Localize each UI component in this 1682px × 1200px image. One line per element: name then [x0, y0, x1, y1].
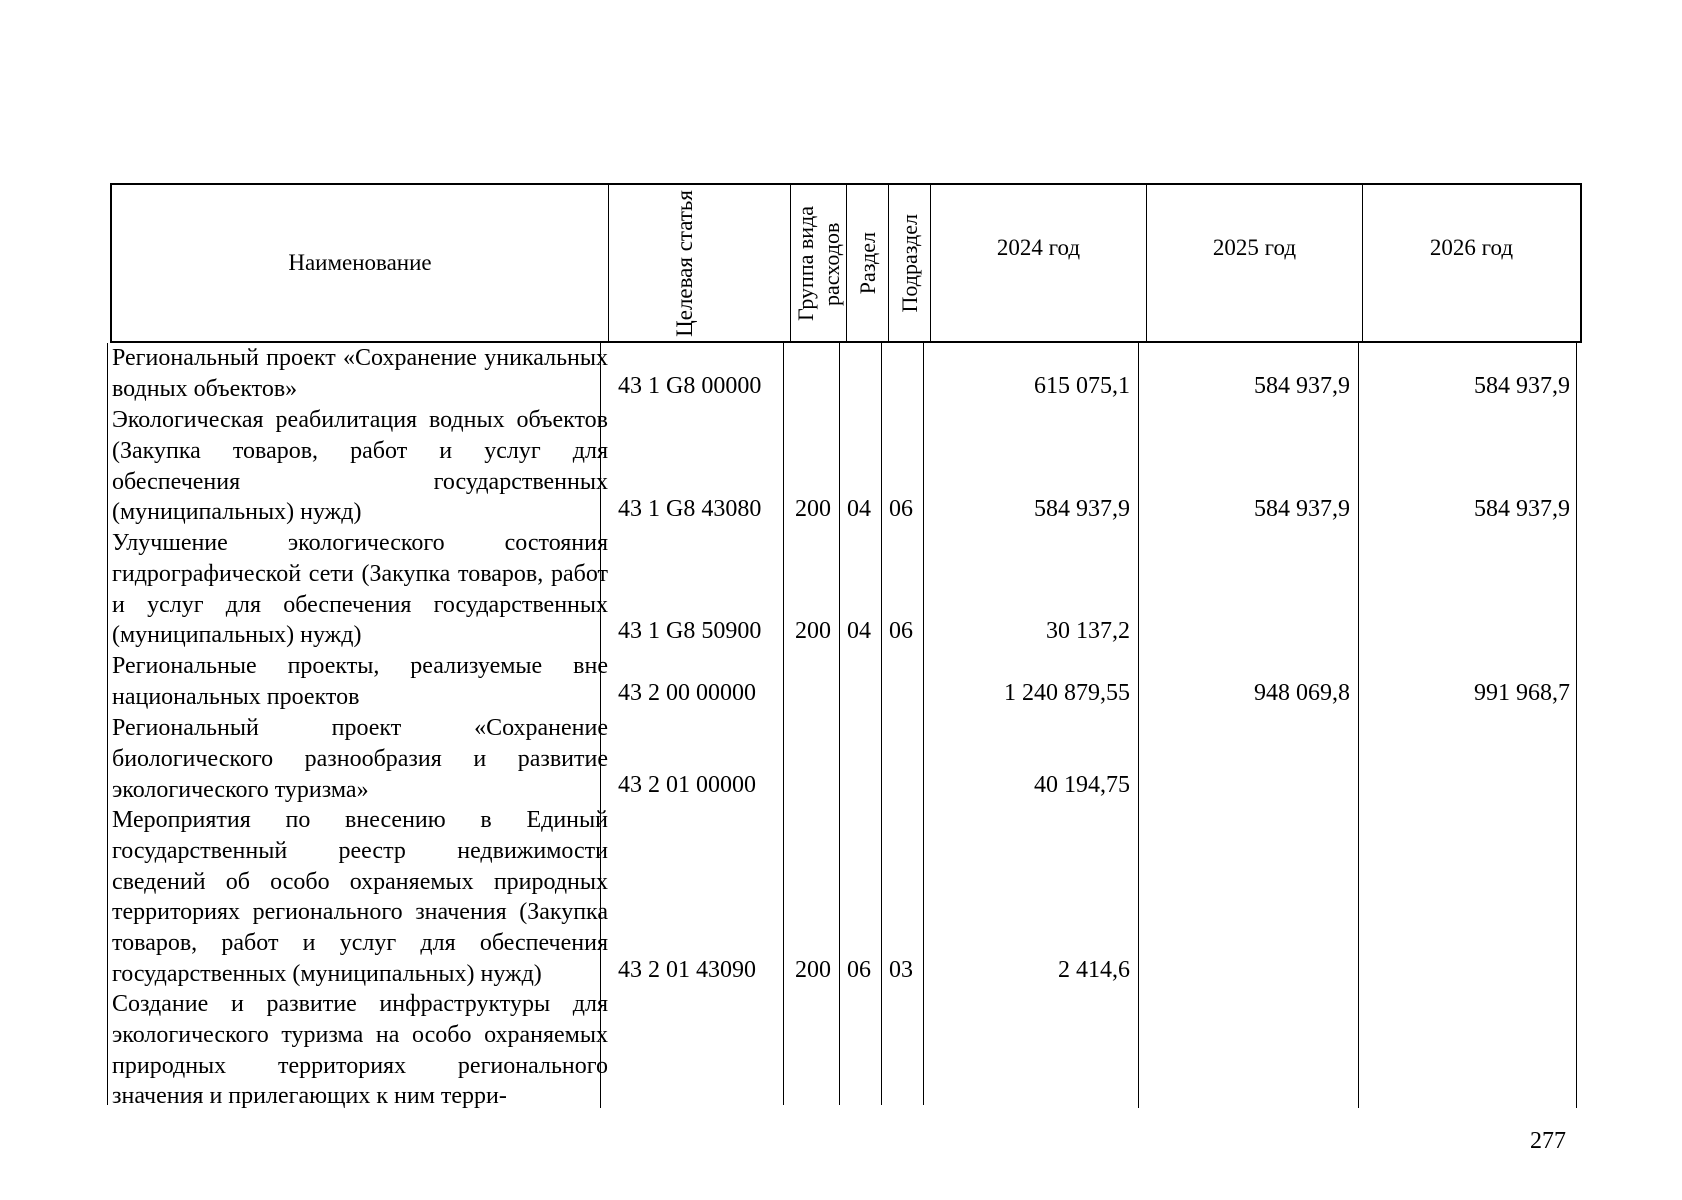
row-section: 04	[847, 618, 871, 644]
row-value-2025: 584 937,9	[1254, 496, 1350, 522]
row-subsection: 03	[889, 957, 913, 983]
header-year-2026	[1363, 185, 1580, 341]
table-row-name: Создание и развитие инфраструктуры для экологического туризма на особо охраняемых природных территориях регионального значения и прилегающих к ним терри-	[112, 991, 608, 1110]
table-body	[110, 343, 1582, 1108]
column-divider	[107, 343, 108, 1105]
row-expense-group: 200	[795, 618, 831, 644]
table-row-name: Региональный проект «Сохранение биологического разнообразия и развитие экологического туризма»	[112, 715, 608, 803]
row-section: 04	[847, 496, 871, 522]
table-row-name: Региональный проект «Сохранение уникальных водных объектов»	[112, 345, 608, 402]
header-year-2026-label: 2026 год	[1429, 235, 1514, 260]
table-row-name: Мероприятия по внесению в Единый государственный реестр недвижимости сведений об особо охраняемых природных территориях регионального значения (Закупка товаров, работ и услуг для обеспечения государственных (муниципальных) нужд)	[112, 807, 608, 987]
row-value-2024: 1 240 879,55	[1004, 680, 1130, 706]
column-divider	[881, 343, 882, 1105]
row-value-2024: 30 137,2	[1046, 618, 1130, 644]
header-year-2024	[931, 185, 1147, 341]
table-row-name: Экологическая реабилитация водных объектов (Закупка товаров, работ и услуг для обеспечения государственных (муниципальных) нужд)	[112, 407, 608, 526]
column-divider	[783, 343, 784, 1105]
column-divider	[1138, 343, 1139, 1108]
row-value-2024: 615 075,1	[1034, 373, 1130, 399]
row-subsection: 06	[889, 496, 913, 522]
header-subsection	[889, 185, 931, 341]
header-year-2025-label: 2025 год	[1212, 235, 1297, 260]
row-target-article: 43 1 G8 50900	[618, 618, 762, 644]
row-value-2025: 948 069,8	[1254, 680, 1350, 706]
header-year-2024-label: 2024 год	[996, 235, 1081, 260]
row-subsection: 06	[889, 618, 913, 644]
row-expense-group: 200	[795, 957, 831, 983]
header-section-label: Раздел	[854, 231, 880, 295]
column-divider	[923, 343, 924, 1105]
table-header	[110, 183, 1582, 343]
table-row-name: Региональные проекты, реализуемые вне национальных проектов	[112, 653, 608, 710]
row-value-2026: 584 937,9	[1474, 373, 1570, 399]
header-target-article	[609, 185, 791, 341]
header-name-label: Наименование	[288, 250, 432, 275]
row-value-2024: 2 414,6	[1058, 957, 1130, 983]
row-value-2024: 40 194,75	[1034, 772, 1130, 798]
row-target-article: 43 1 G8 43080	[618, 496, 762, 522]
row-target-article: 43 2 01 43090	[618, 957, 756, 983]
header-name	[112, 185, 609, 341]
column-divider	[1576, 343, 1577, 1108]
row-target-article: 43 1 G8 00000	[618, 373, 762, 399]
row-expense-group: 200	[795, 496, 831, 522]
row-section: 06	[847, 957, 871, 983]
column-divider	[839, 343, 840, 1105]
row-target-article: 43 2 01 00000	[618, 772, 756, 798]
row-value-2024: 584 937,9	[1034, 496, 1130, 522]
row-value-2026: 991 968,7	[1474, 680, 1570, 706]
table-row-name: Улучшение экологического состояния гидрографической сети (Закупка товаров, работ и услуг для обеспечения государственных (муниципальных) нужд)	[112, 530, 608, 649]
row-value-2025: 584 937,9	[1254, 373, 1350, 399]
page-number: 277	[1530, 1128, 1566, 1154]
header-target-article-label: Целевая статья	[671, 189, 697, 337]
row-value-2026: 584 937,9	[1474, 496, 1570, 522]
header-subsection-label: Подраздел	[896, 213, 922, 313]
header-expense-group-label: Группа вида расходов	[792, 206, 844, 322]
row-target-article: 43 2 00 00000	[618, 680, 756, 706]
header-year-2025	[1147, 185, 1363, 341]
header-expense-group	[791, 185, 847, 341]
column-divider	[1358, 343, 1359, 1108]
header-section	[847, 185, 889, 341]
